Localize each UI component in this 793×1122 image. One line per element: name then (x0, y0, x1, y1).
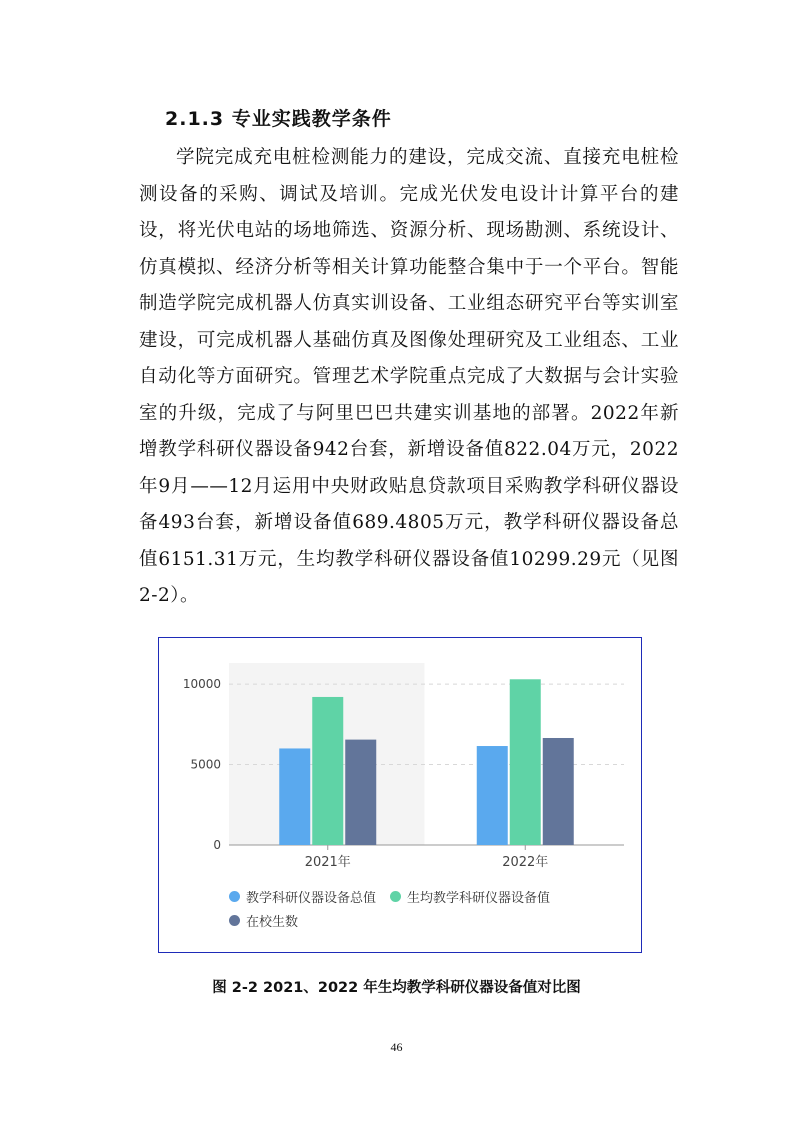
bar (543, 738, 574, 845)
page-number: 46 (390, 1040, 403, 1054)
legend-swatch (390, 891, 401, 902)
x-tick-label: 2022年 (502, 855, 549, 870)
y-tick-label: 0 (213, 838, 221, 852)
legend-item (229, 884, 376, 908)
bar (312, 697, 343, 845)
bar (477, 746, 508, 845)
bar (279, 748, 310, 845)
figure-caption: 图 2-2 2021、2022 年生均教学科研仪器设备值对比图 (212, 980, 581, 996)
legend-item (229, 908, 298, 932)
legend-swatch (229, 891, 240, 902)
bar (345, 740, 376, 845)
legend-label: 在校生数 (246, 914, 299, 930)
section-heading: 2.1.3 专业实践教学条件 (165, 108, 392, 130)
figure-frame (158, 637, 642, 953)
legend-label: 生均教学科研仪器设备值 (407, 890, 551, 906)
y-tick-label: 10000 (182, 677, 221, 692)
body-paragraph: 学院完成充电桩检测能力的建设，完成交流、直接充电桩检测设备的采购、调试及培训。完成光伏发电设计计算平台的建设，将光伏电站的场地筛选、资源分析、现场勘测、系统设计、仿真模拟、经济分析等相关计算功能整合集中于一个平台。智能制造学院完成机器人仿真实训设备、工业组态研究平台等实训室建设，可完成机器人基础仿真及图像处理研究及工业组态、工业自动化等方面研究。管理艺术学院重点完成了大数据与会计实验室的升级，完成了与阿里巴巴共建实训基地的部署。2022年新增教学科研仪器设备942台套，新增设备值822.04万元，2022年9月——12月运用中央财政贴息贷款项目采购教学科研仪器设备493台套，新增设备值689.4805万元，教学科研仪器设备总值6151.31万元，生均教学科研仪器设备值10299.29元（见图2-2）。 (139, 147, 679, 606)
legend-item (390, 884, 550, 908)
y-tick-label: 5000 (190, 757, 221, 772)
legend-swatch (229, 915, 240, 926)
x-tick-label: 2021年 (304, 855, 351, 870)
legend-label: 教学科研仪器设备总值 (246, 890, 377, 906)
chart-legend (229, 884, 629, 932)
bar (510, 679, 541, 845)
